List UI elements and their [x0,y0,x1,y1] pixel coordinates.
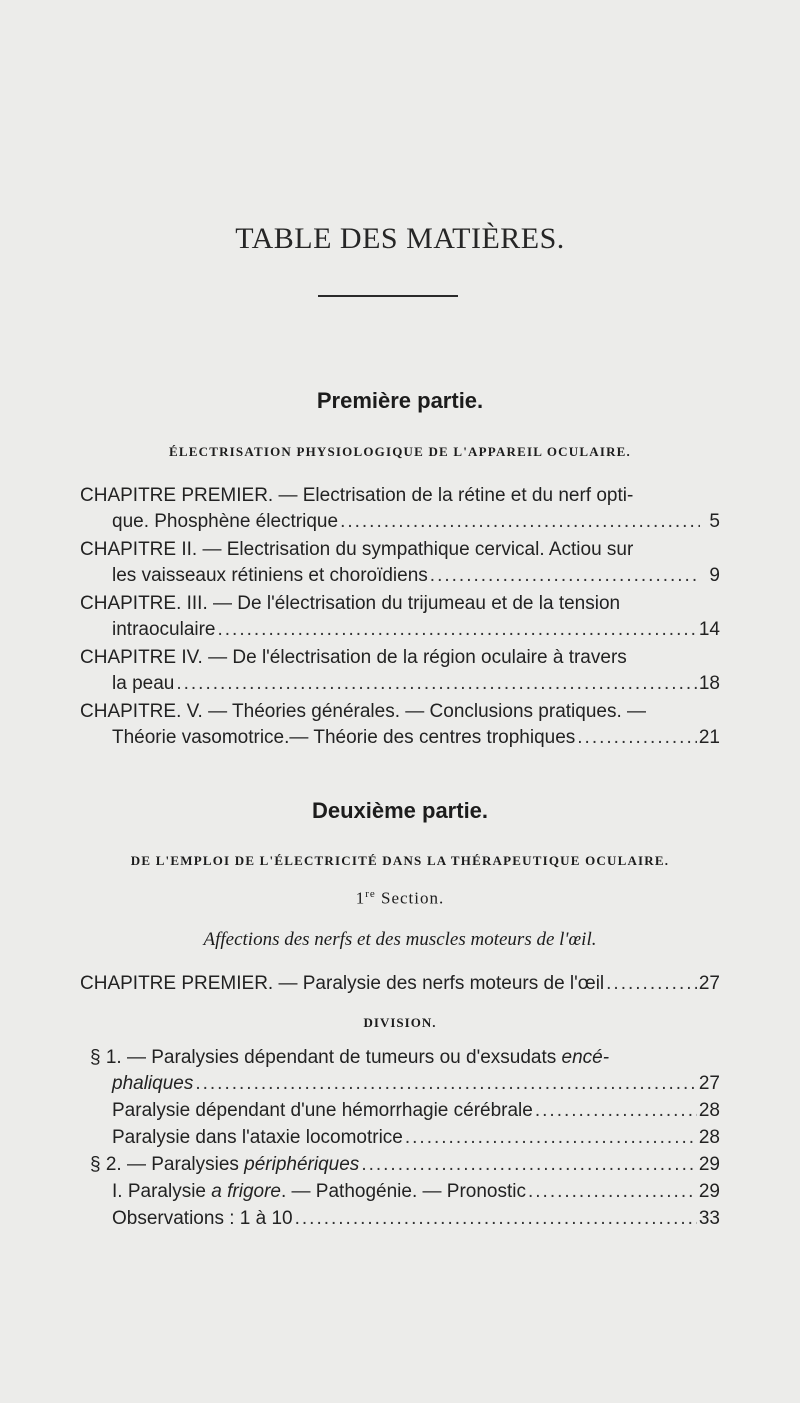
entry-line2: la peau [112,673,175,694]
title-rule [318,295,458,297]
toc-entry-chapter-4 [80,645,720,697]
page-number: 21 [698,727,720,748]
entry-line1: CHAPITRE. V. — Théories générales. — Conclusions pratiques. — [80,701,647,722]
entry-line1: CHAPITRE II. — Electrisation du sympathique cervical. Actiou sur [80,539,634,560]
section-word: Section. [381,888,445,908]
leader-dots [218,617,697,643]
leader-dots [295,1206,697,1232]
page-number: 33 [698,1208,720,1229]
leader-dots [340,509,700,535]
entry-line2: Théorie vasomotrice.— Théorie des centres trophiques [112,727,576,748]
part2-heading: Deuxième partie. [311,798,489,823]
item-emphasis: a frigore [211,1181,281,1202]
page-number: 27 [698,973,720,994]
document-title: TABLE DES MATIÈRES. [235,222,565,255]
entry-line2: les vaisseaux rétiniens et choroïdiens [112,565,428,586]
item-text: Observations : 1 à 10 [112,1208,293,1229]
leader-dots [577,725,697,751]
part1-subheading: ÉLECTRISATION PHYSIOLOGIQUE DE L'APPAREIL OCULAIRE. [169,444,631,459]
page-number: 28 [698,1127,720,1148]
leader-dots [528,1179,697,1205]
section-suffix: re [365,888,376,900]
entry-line2: intraoculaire [112,619,216,640]
toc-item-frigore [112,1179,720,1205]
page-number: 9 [709,565,720,586]
page-number: 14 [698,619,720,640]
part2-subheading: DE L'EMPLOI DE L'ÉLECTRICITÉ DANS LA THÉRAPEUTIQUE OCULAIRE. [130,853,670,868]
part1-heading: Première partie. [316,388,484,413]
page-number: 28 [698,1100,720,1121]
page-number: 27 [698,1073,720,1094]
leader-dots [405,1125,697,1151]
item-prefix: I. Paralysie [112,1181,212,1202]
toc-item-section-2 [90,1152,720,1178]
item-emphasis: encé- [561,1047,610,1068]
leader-dots [606,971,697,997]
toc-entry-chapter-5 [80,699,720,751]
toc-entry-chapter-1 [80,483,720,535]
toc-item-hemorrhage [112,1098,720,1124]
item-emphasis: périphériques [244,1154,360,1175]
page-number: 29 [698,1181,720,1202]
page-number: 5 [709,511,720,532]
leader-dots [195,1071,697,1097]
toc-item-observations [112,1206,720,1232]
item-suffix: . — Pathogénie. — Pronostic [280,1181,526,1202]
section-number: 1 [355,888,366,908]
toc-item-ataxie [112,1125,720,1151]
leader-dots [430,563,700,589]
entry-line1: CHAPITRE PREMIER. — Electrisation de la rétine et du nerf opti- [80,485,634,506]
item-text: Paralysie dans l'ataxie locomotrice [112,1127,403,1148]
page-number: 18 [698,673,720,694]
toc-entry-chapter-2 [80,537,720,589]
leader-dots [361,1152,697,1178]
entry-line1: CHAPITRE IV. — De l'électrisation de la région oculaire à travers [80,647,627,668]
section-label [0,888,800,909]
toc-item-section-1 [90,1045,720,1097]
entry-line1: CHAPITRE. III. — De l'électrisation du trijumeau et de la tension [80,593,621,614]
entry-text: CHAPITRE PREMIER. — Paralysie des nerfs moteurs de l'œil [80,973,605,994]
entry-line2: que. Phosphène électrique [112,511,339,532]
division-label: DIVISION. [363,1015,437,1030]
item-text: Paralysie dépendant d'une hémorrhagie cérébrale [112,1100,533,1121]
toc-entry-part2-chapter-1 [80,971,720,997]
item-line2: phaliques [112,1073,194,1094]
leader-dots [535,1098,697,1124]
page-number: 29 [698,1154,720,1175]
item-prefix: § 1. — Paralysies dépendant de tumeurs ou d'exsudats [90,1047,562,1068]
section-title: Affections des nerfs et des muscles moteurs de l'œil. [203,929,597,950]
leader-dots [176,671,697,697]
toc-entry-chapter-3 [80,591,720,643]
item-prefix: § 2. — Paralysies [90,1154,245,1175]
